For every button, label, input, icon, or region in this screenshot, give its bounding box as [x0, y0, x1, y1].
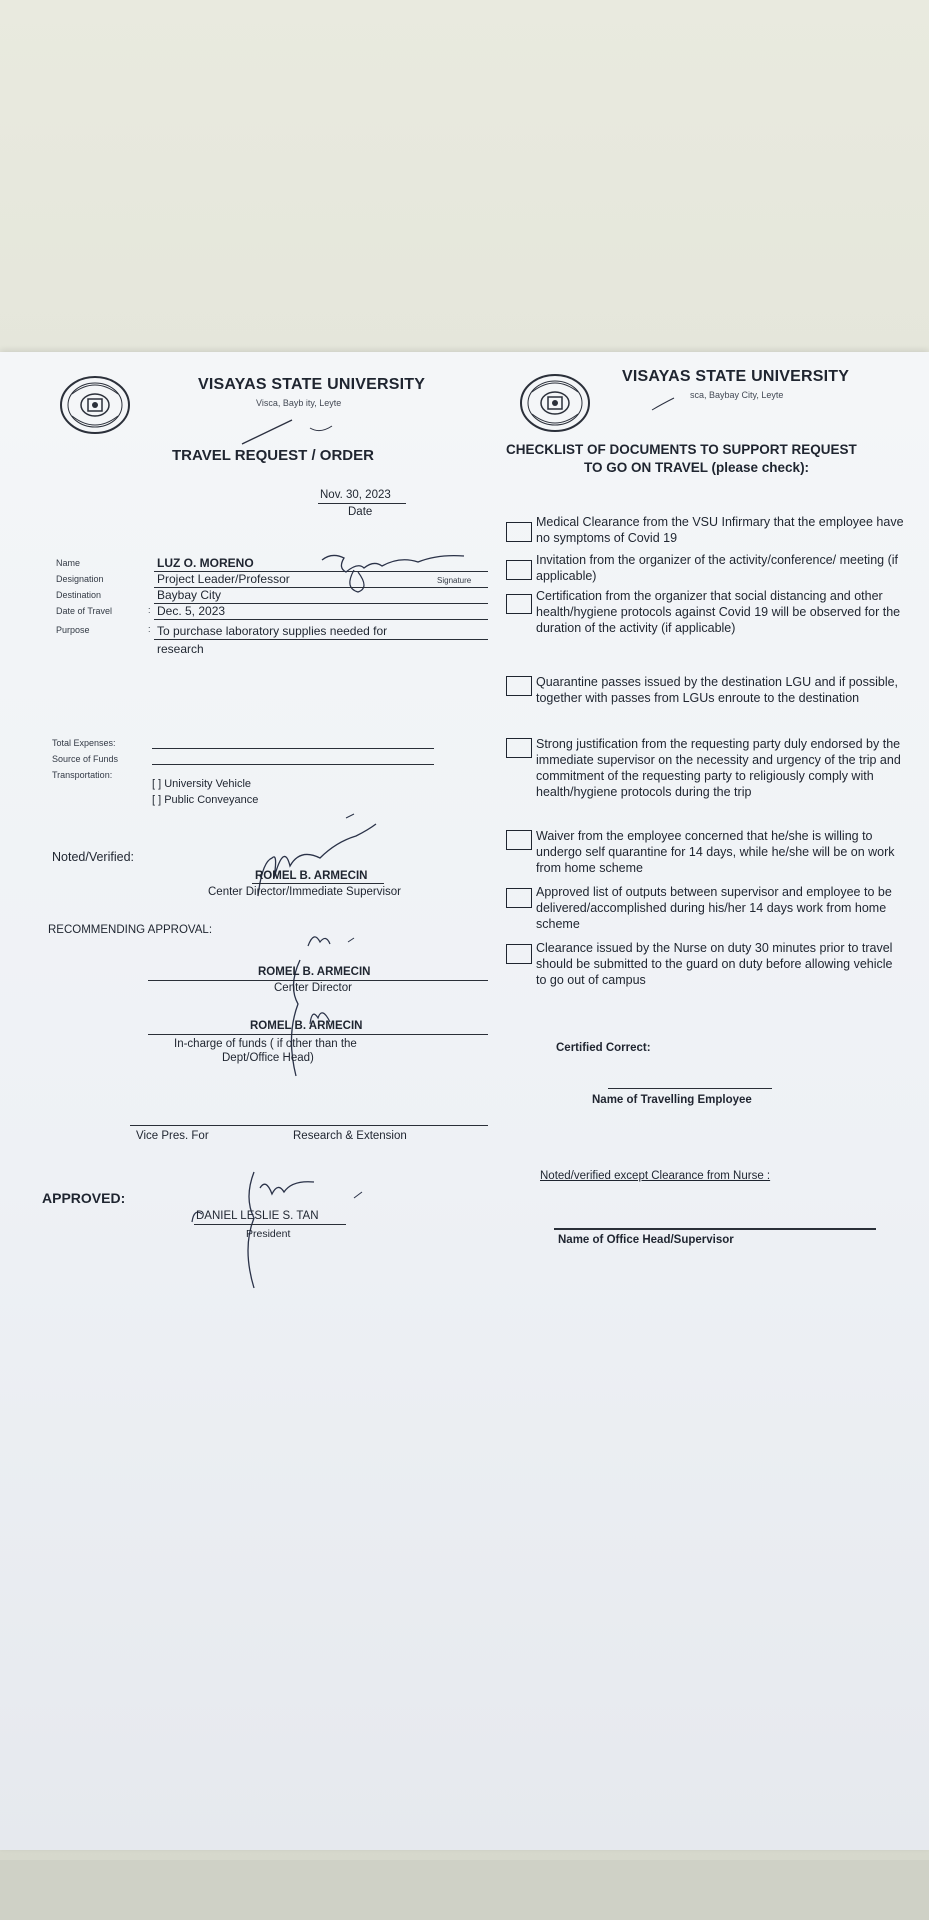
vp-label-left: Vice Pres. For [136, 1130, 209, 1142]
checklist-item-6: Waiver from the employee concerned that he/she is willing to undergo self quarantine for 14 days, while he/she will be on work from home scheme [536, 829, 895, 875]
checklist-item-1: Medical Clearance from the VSU Infirmary that the employee have no symptoms of Covid 19 [536, 515, 904, 545]
purpose-value-line2: research [157, 642, 204, 656]
noted-role: Center Director/Immediate Supervisor [208, 886, 402, 898]
form-title: TRAVEL REQUEST / ORDER [172, 447, 374, 464]
destination-value: Baybay City [157, 588, 222, 602]
noted-verified-label: Noted/Verified: [52, 850, 134, 864]
public-conveyance-option: [ ] Public Conveyance [152, 794, 259, 806]
checkbox-strong-justification[interactable] [506, 738, 532, 758]
checklist-item-3: Certification from the organizer that social distancing and other health/hygiene protocols against Covid 19 will be observed for the duration of the activity (if applicable) [536, 589, 901, 635]
checkbox-approved-outputs[interactable] [506, 888, 532, 908]
checklist-item-8: Clearance issued by the Nurse on duty 30 minutes prior to travel should be submitted to the guard on duty before allowing vehicle to go out of campus [536, 941, 893, 987]
checklist-item-2: Invitation from the organizer of the activity/conference/ meeting (if applicable) [536, 553, 898, 583]
date-of-travel-label: Date of Travel [56, 606, 113, 616]
designation-value: Project Leader/Professor [157, 572, 290, 586]
purpose-value-line1: To purchase laboratory supplies needed for [157, 624, 388, 638]
request-date: Nov. 30, 2023 [320, 489, 391, 501]
funds-incharge-role-line2: Dept/Office Head) [222, 1052, 314, 1064]
president-role: President [246, 1228, 291, 1240]
checklist-item-7: Approved list of outputs between supervisor and employee to be delivered/accomplished during his/her 14 days work from home scheme [536, 885, 892, 931]
travel-request-form [0, 352, 929, 1850]
header-pen-mark [240, 408, 350, 448]
name-label: Name [56, 558, 81, 568]
approved-label: APPROVED: [42, 1190, 126, 1206]
noted-name: ROMEL B. ARMECIN [255, 870, 368, 882]
date-of-travel-value: Dec. 5, 2023 [157, 604, 226, 618]
checklist-title-line2: TO GO ON TRAVEL (please check): [584, 460, 810, 475]
university-name-right: VISAYAS STATE UNIVERSITY [622, 368, 850, 385]
university-address-right: sca, Baybay City, Leyte [690, 390, 784, 400]
funds-incharge-name: ROMEL B. ARMECIN [250, 1020, 363, 1032]
university-seal-icon [58, 374, 132, 436]
recommending-approval-label: RECOMMENDING APPROVAL: [48, 924, 213, 936]
employee-signature [318, 548, 468, 598]
university-seal-right-icon [518, 372, 592, 434]
checklist-title-line1: CHECKLIST OF DOCUMENTS TO SUPPORT REQUEST [506, 442, 857, 457]
university-name: VISAYAS STATE UNIVERSITY [198, 376, 426, 393]
name-value: LUZ O. MORENO [157, 556, 254, 570]
president-name: DANIEL LESLIE S. TAN [196, 1210, 319, 1222]
checkbox-quarantine-passes[interactable] [506, 676, 532, 696]
certified-correct-label: Certified Correct: [556, 1042, 651, 1054]
transportation-label: Transportation: [52, 770, 113, 780]
funds-incharge-role-line1: In-charge of funds ( if other than the [174, 1038, 357, 1050]
vp-label-right: Research & Extension [293, 1130, 407, 1142]
university-address: Visca, Bayb ity, Leyte [256, 398, 342, 408]
recommending-name: ROMEL B. ARMECIN [258, 966, 371, 978]
checkbox-medical-clearance[interactable] [506, 522, 532, 542]
date-label: Date [348, 506, 373, 518]
signature-label: Signature [437, 576, 472, 585]
designation-label: Designation [56, 574, 104, 584]
destination-label: Destination [56, 590, 102, 600]
checklist-item-5: Strong justification from the requesting party duly endorsed by the immediate supervisor on the necessity and urgency of the trip and commitment of the requesting party to religiously comply with health/hygiene protocols during the trip [536, 737, 901, 799]
total-expenses-label: Total Expenses: [52, 738, 116, 748]
source-of-funds-label: Source of Funds [52, 754, 119, 764]
checkbox-waiver[interactable] [506, 830, 532, 850]
noted-except-nurse-label: Noted/verified except Clearance from Nurse : [540, 1170, 771, 1182]
office-head-label: Name of Office Head/Supervisor [558, 1234, 734, 1246]
university-vehicle-option: [ ] University Vehicle [152, 778, 252, 790]
right-header-pen-mark [650, 394, 680, 414]
travelling-employee-label: Name of Travelling Employee [592, 1094, 752, 1106]
purpose-label: Purpose [56, 625, 90, 635]
checklist-item-4: Quarantine passes issued by the destination LGU and if possible, together with passes from LGUs enroute to the destination [536, 675, 899, 705]
purpose-colon: : [148, 624, 151, 634]
recommending-role: Center Director [274, 982, 352, 994]
desk-surface [0, 1860, 929, 1920]
checkbox-invitation[interactable] [506, 560, 532, 580]
date-of-travel-colon: : [148, 605, 151, 615]
checkbox-certification[interactable] [506, 594, 532, 614]
checkbox-nurse-clearance[interactable] [506, 944, 532, 964]
